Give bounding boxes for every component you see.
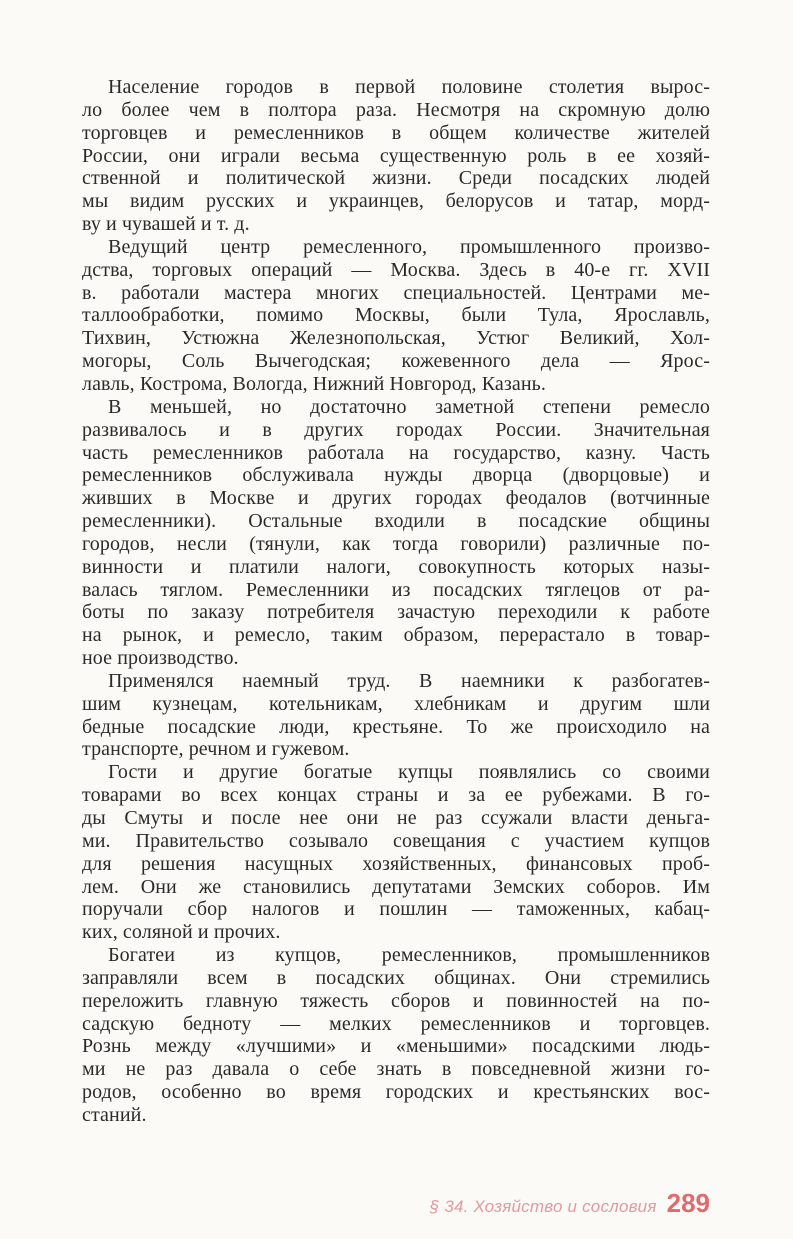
text-line: Богатеи из купцов, ремесленников, промышленников (108, 944, 710, 967)
text-line: в. работали мастера многих специальностей. Центрами ме- (82, 281, 710, 304)
text-line: развивалось и в других городах России. Значительная (82, 418, 710, 441)
text-line: могоры, Соль Вычегодская; кожевенного дела — Ярос- (82, 350, 710, 373)
text-line: В меньшей, но достаточно заметной степени ремесло (108, 395, 710, 418)
text-line: станий. (82, 1103, 147, 1126)
text-line: Рознь между «лучшими» и «меньшими» посадскими людь- (82, 1035, 710, 1058)
text-line: на рынок, и ремесло, таким образом, перерастало в товар- (82, 624, 710, 647)
text-line: поручали сбор налогов и пошлин — таможенных, кабац- (82, 898, 710, 921)
text-line: товарами во всех концах страны и за ее рубежами. В го- (82, 784, 710, 807)
footer-section-title: § 34. Хозяйство и сословия (429, 1197, 657, 1216)
text-line: бедные посадские люди, крестьяне. То же происходило на (82, 715, 710, 738)
text-line: лавль, Кострома, Вологда, Нижний Новгород, Казань. (82, 372, 546, 395)
text-line: Население городов в первой половине столетия вырос- (108, 76, 710, 98)
text-line: таллообработки, помимо Москвы, были Тула, Ярославль, (82, 304, 710, 327)
text-line: мы видим русских и украинцев, белорусов и татар, морд- (82, 190, 710, 213)
text-line: ное производство. (82, 647, 239, 670)
body-text (82, 76, 710, 1127)
text-line: заправляли всем в посадских общинах. Они стремились (82, 966, 710, 989)
text-line: Ведущий центр ремесленного, промышленного произво- (108, 235, 710, 258)
text-line: винности и платили налоги, совокупность которых назы- (82, 555, 710, 578)
text-line: для решения насущных хозяйственных, финансовых проб- (82, 852, 710, 875)
text-line: дства, торговых операций — Москва. Здесь в 40-е гг. XVII (82, 258, 710, 281)
paragraph-1 (82, 76, 710, 236)
text-line: ких, соляной и прочих. (82, 921, 281, 944)
paragraph-6 (82, 944, 710, 1127)
paragraph-3 (82, 396, 710, 670)
text-line: России, они играли весьма существенную роль в ее хозяй- (82, 144, 710, 167)
text-line: живших в Москве и других городах феодалов (вотчинные (82, 487, 710, 510)
text-line: лем. Они же становились депутатами Земских соборов. Им (82, 875, 710, 898)
text-line: боты по заказу потребителя зачастую переходили к работе (82, 601, 710, 624)
text-line: Гости и другие богатые купцы появлялись со своими (108, 761, 710, 784)
paragraph-5 (82, 761, 710, 944)
text-line: ло более чем в полтора раза. Несмотря на скромную долю (82, 98, 710, 121)
text-line: ды Смуты и после нее они не раз ссужали власти деньга- (82, 807, 710, 829)
paragraph-2 (82, 236, 710, 396)
paragraph-4 (82, 670, 710, 761)
text-line: ву и чувашей и т. д. (82, 213, 250, 236)
page-footer (380, 1188, 710, 1218)
text-line: транспорте, речном и гужевом. (82, 738, 350, 761)
text-line: ремесленников обслуживала нужды дворца (дворцовые) и (82, 464, 710, 487)
text-line: садскую бедноту — мелких ремесленников и торговцев. (82, 1012, 710, 1035)
text-line: городов, несли (тянули, как тогда говорили) различные по- (82, 532, 710, 555)
text-line: ремесленники). Остальные входили в посадские общины (82, 510, 710, 533)
text-line: валась тяглом. Ремесленники из посадских тяглецов от ра- (82, 578, 710, 601)
text-line: ми. Правительство созывало совещания с участием купцов (82, 829, 710, 852)
text-line: Применялся наемный труд. В наемники к разбогатев- (108, 669, 710, 692)
text-line: часть ремесленников работала на государство, казну. Часть (82, 441, 710, 464)
text-line: ми не раз давала о себе знать в повседневной жизни го- (82, 1058, 710, 1081)
page-number: 289 (666, 1188, 710, 1218)
text-line: ственной и политической жизни. Среди посадских людей (82, 167, 710, 190)
text-line: шим кузнецам, котельникам, хлебникам и другим шли (82, 692, 710, 715)
text-line: родов, особенно во время городских и крестьянских вос- (82, 1081, 710, 1104)
text-line: переложить главную тяжесть сборов и повинностей на по- (82, 989, 710, 1012)
text-line: торговцев и ремесленников в общем количестве жителей (82, 121, 710, 144)
text-line: Тихвин, Устюжна Железнопольская, Устюг Великий, Хол- (82, 327, 710, 350)
